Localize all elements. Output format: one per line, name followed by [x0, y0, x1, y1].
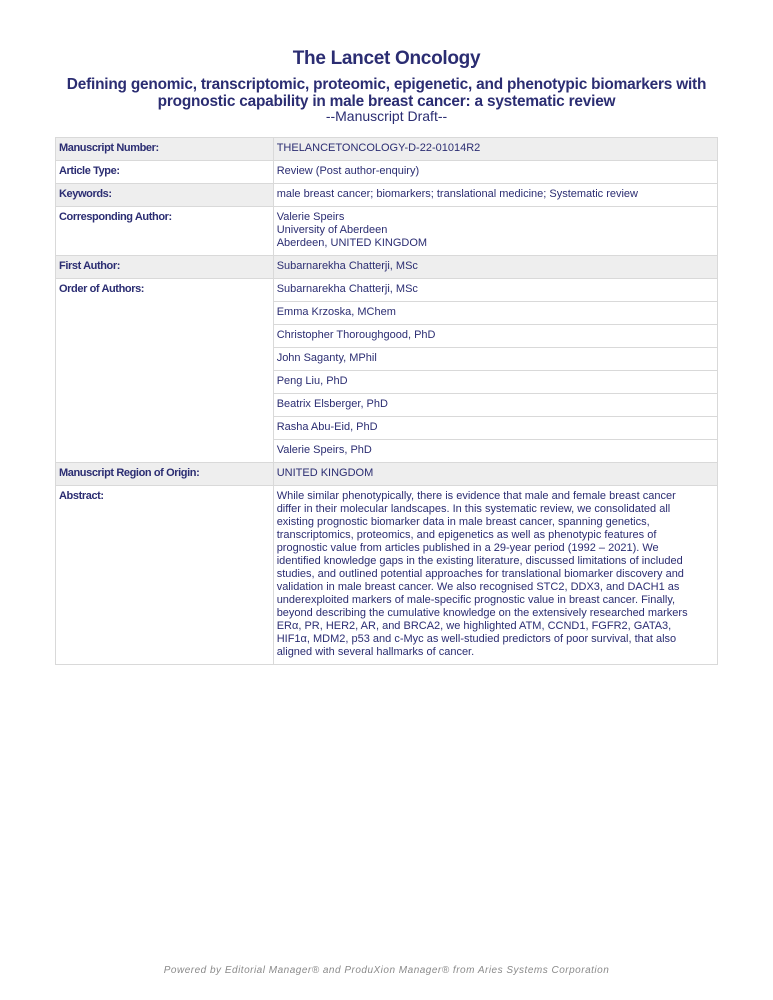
- order-of-authors-label: Order of Authors:: [56, 279, 274, 463]
- abstract-line: HIF1α, MDM2, p53 and c-Myc as well-studied predictors of poor survival, that also: [276, 633, 677, 645]
- author-item: John Saganty, MPhil: [273, 348, 717, 371]
- abstract-line: validation in male breast cancer. We also recognised STC2, DDX3, and DACH1 as: [276, 581, 680, 593]
- region-of-origin-label: Manuscript Region of Origin:: [56, 463, 274, 486]
- abstract-line: ERα, PR, HER2, AR, and BRCA2, we highlighted ATM, CCND1, FGFR2, GATA3,: [276, 620, 672, 632]
- abstract-line: prognostic value from articles published in a 29-year period (1992 – 2021). We: [276, 542, 659, 554]
- abstract-line: underexploited markers of male-specific prognostic value in breast cancer. Finally,: [276, 594, 676, 606]
- footer-powered-by: Powered by Editorial Manager® and ProduXion Manager® from Aries Systems Corporation: [163, 965, 610, 976]
- corresponding-author-value: [273, 207, 717, 256]
- corresponding-author-label: Corresponding Author:: [56, 207, 274, 256]
- abstract-line: existing prognostic biomarker data in male breast cancer, spanning genetics,: [276, 516, 650, 528]
- manuscript-number-value: THELANCETONCOLOGY-D-22-01014R2: [273, 138, 717, 161]
- first-author-label: First Author:: [56, 256, 274, 279]
- journal-title: The Lancet Oncology: [292, 48, 481, 69]
- author-item: Emma Krzoska, MChem: [273, 302, 717, 325]
- abstract-line: While similar phenotypically, there is evidence that male and female breast cancer: [276, 490, 676, 502]
- row-first-author: [56, 256, 718, 279]
- first-author-value: Subarnarekha Chatterji, MSc: [273, 256, 717, 279]
- abstract-line: differ in their molecular landscapes. In this systematic review, we consolidated all: [276, 503, 671, 515]
- manuscript-number-label: Manuscript Number:: [56, 138, 274, 161]
- abstract-line: identified knowledge gaps in the existing literature, discussed limitations of included: [276, 555, 683, 567]
- row-abstract: [56, 486, 718, 665]
- abstract-label: Abstract:: [56, 486, 274, 665]
- author-item: Valerie Speirs, PhD: [273, 440, 717, 463]
- abstract-text: [273, 486, 717, 665]
- keywords-label: Keywords:: [56, 184, 274, 207]
- article-type-value: Review (Post author-enquiry): [273, 161, 717, 184]
- article-type-label: Article Type:: [56, 161, 274, 184]
- corresponding-author-name: Valerie Speirs: [276, 211, 345, 223]
- corresponding-author-location: Aberdeen, UNITED KINGDOM: [276, 237, 428, 249]
- author-item: Peng Liu, PhD: [273, 371, 717, 394]
- author-item: Christopher Thoroughgood, PhD: [273, 325, 717, 348]
- row-corresponding-author: [56, 207, 718, 256]
- region-of-origin-value: UNITED KINGDOM: [273, 463, 717, 486]
- row-keywords: [56, 184, 718, 207]
- abstract-line: beyond describing the cumulative knowledge on the extensively researched markers: [276, 607, 688, 619]
- abstract-line: aligned with several hallmarks of cancer.: [276, 646, 475, 658]
- row-manuscript-number: [56, 138, 718, 161]
- row-region-of-origin: [56, 463, 718, 486]
- abstract-line: transcriptomics, proteomics, and epigenetics as well as phenotypic features of: [276, 529, 657, 541]
- article-title: Defining genomic, transcriptomic, proteomic, epigenetic, and phenotypic biomarkers with prognostic capability in male breast cancer: a systematic review: [66, 76, 707, 110]
- keywords-value: male breast cancer; biomarkers; translational medicine; Systematic review: [273, 184, 717, 207]
- manuscript-draft-label: --Manuscript Draft--: [325, 108, 448, 124]
- abstract-line: studies, and outlined potential approaches for translational biomarker discovery and: [276, 568, 684, 580]
- row-order-of-authors: [56, 279, 718, 302]
- author-item: Rasha Abu-Eid, PhD: [273, 417, 717, 440]
- manuscript-metadata-table: [55, 137, 718, 665]
- author-item: Subarnarekha Chatterji, MSc: [273, 279, 717, 302]
- row-article-type: [56, 161, 718, 184]
- corresponding-author-institution: University of Aberdeen: [276, 224, 388, 236]
- author-item: Beatrix Elsberger, PhD: [273, 394, 717, 417]
